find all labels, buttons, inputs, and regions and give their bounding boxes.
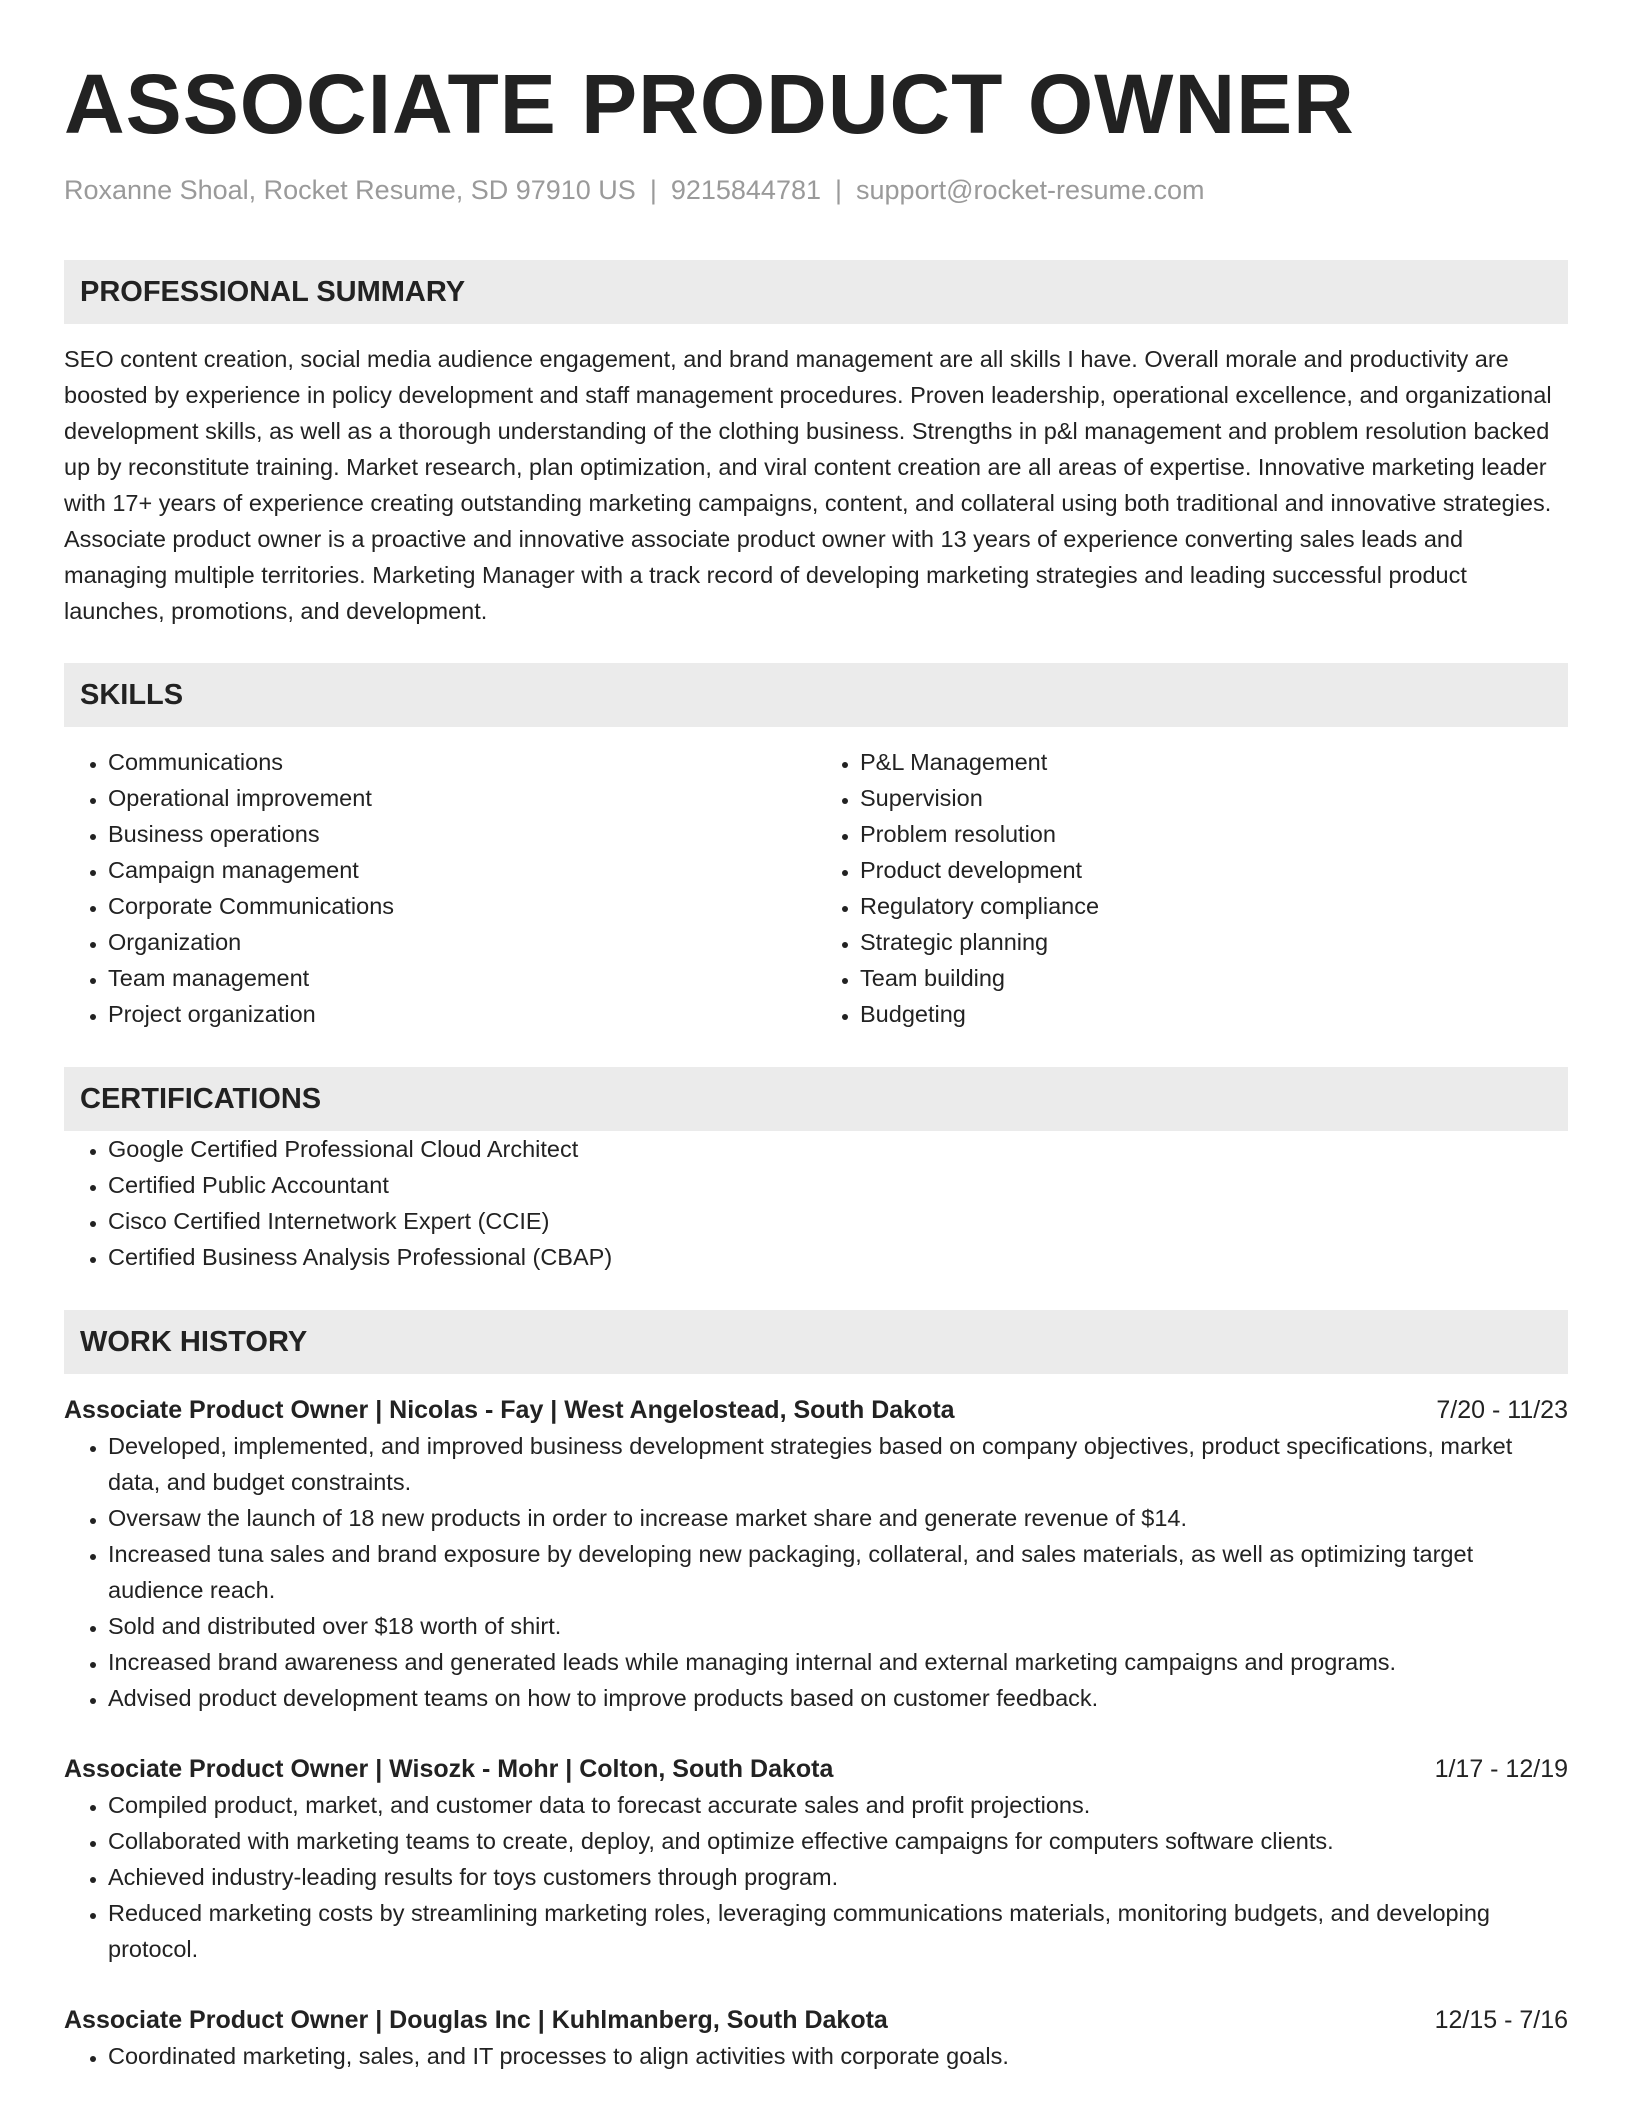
job-bullets [64, 2038, 1568, 2074]
job-bullet: • Oversaw the launch of 18 new products in order to increase market share and generate revenue of $14. [108, 1500, 1568, 1536]
skill-item: • Budgeting [860, 996, 1568, 1032]
certification-item: • Certified Public Accountant [108, 1167, 1568, 1203]
skill-item: • Communications [108, 744, 816, 780]
job-dates: 1/17 - 12/19 [1434, 1755, 1568, 1783]
contact-phone: 9215844781 [670, 175, 821, 205]
job-bullet: • Increased brand awareness and generated leads while managing internal and external marketing campaigns and programs. [108, 1644, 1568, 1680]
job-header [64, 1392, 1568, 1428]
job-title: Associate Product Owner | Nicolas - Fay | West Angelostead, South Dakota [64, 1396, 955, 1424]
section-heading-summary: PROFESSIONAL SUMMARY [64, 260, 1568, 324]
job-bullets [64, 1787, 1568, 1967]
section-heading-certifications: CERTIFICATIONS [64, 1067, 1568, 1131]
certifications-section [64, 1067, 1568, 1275]
job-bullet: • Increased tuna sales and brand exposure by developing new packaging, collateral, and sales materials, as well as optimizing target audience reach. [108, 1536, 1568, 1608]
skill-item: • Project organization [108, 996, 816, 1032]
job-bullet: • Collaborated with marketing teams to create, deploy, and optimize effective campaigns for computers software clients. [108, 1823, 1568, 1859]
skill-item: • Organization [108, 924, 816, 960]
job-bullet: • Reduced marketing costs by streamlining marketing roles, leveraging communications materials, monitoring budgets, and developing protocol. [108, 1895, 1568, 1967]
skill-item: • Corporate Communications [108, 888, 816, 924]
contact-address: Roxanne Shoal, Rocket Resume, SD 97910 US [64, 175, 636, 205]
job-header [64, 2002, 1568, 2038]
skill-item: • Campaign management [108, 852, 816, 888]
job-bullet: • Compiled product, market, and customer data to forecast accurate sales and profit projections. [108, 1787, 1568, 1823]
job-dates: 12/15 - 7/16 [1434, 2006, 1568, 2034]
job-dates: 7/20 - 11/23 [1436, 1396, 1568, 1424]
job-bullet: • Sold and distributed over $18 worth of shirt. [108, 1608, 1568, 1644]
job-bullet: • Developed, implemented, and improved business development strategies based on company objectives, product specifications, market data, and budget constraints. [108, 1428, 1568, 1500]
skills-column-left [64, 744, 816, 1032]
certifications-list [64, 1131, 1568, 1275]
job-header [64, 1751, 1568, 1787]
skill-item: • Operational improvement [108, 780, 816, 816]
summary-text: SEO content creation, social media audience engagement, and brand management are all skills I have. Overall morale and productivity are boosted by experience in policy development and staff management procedures. Proven leadership, operational excellence, and organizational development skills, as well as a thorough understanding of the clothing business. Strengths in p&l management and problem resolution backed up by reconstitute training. Market research, plan optimization, and viral content creation are all areas of expertise. Innovative marketing leader with 17+ years of experience creating outstanding marketing campaigns, content, and collateral using both traditional and innovative strategies. Associate product owner is a proactive and innovative associate product owner with 13 years of experience converting sales leads and managing multiple territories. Marketing Manager with a track record of developing marketing strategies and leading successful product launches, promotions, and development. [64, 346, 1552, 624]
resume-content [64, 52, 1568, 2074]
job-bullet: • Advised product development teams on how to improve products based on customer feedback. [108, 1680, 1568, 1716]
certification-item: • Cisco Certified Internetwork Expert (CCIE) [108, 1203, 1568, 1239]
skill-item: • Product development [860, 852, 1568, 888]
certification-item: • Google Certified Professional Cloud Architect [108, 1131, 1568, 1167]
skill-item: • Problem resolution [860, 816, 1568, 852]
skill-item: • Strategic planning [860, 924, 1568, 960]
skill-item: • Supervision [860, 780, 1568, 816]
page-title: ASSOCIATE PRODUCT OWNER [64, 57, 1355, 151]
job-entry [64, 1751, 1568, 1967]
contact-separator: | [835, 175, 843, 205]
skills-grid [64, 744, 1568, 1032]
section-heading-work-history: WORK HISTORY [64, 1310, 1568, 1374]
skill-item: • Team building [860, 960, 1568, 996]
certification-item: • Certified Business Analysis Professional (CBAP) [108, 1239, 1568, 1275]
contact-separator: | [649, 175, 657, 205]
skill-item: • Team management [108, 960, 816, 996]
job-title: Associate Product Owner | Wisozk - Mohr | Colton, South Dakota [64, 1755, 834, 1783]
job-title: Associate Product Owner | Douglas Inc | Kuhlmanberg, South Dakota [64, 2006, 888, 2034]
job-bullets [64, 1428, 1568, 1716]
skills-column-right [816, 744, 1568, 1032]
skill-item: • P&L Management [860, 744, 1568, 780]
skill-item: • Business operations [108, 816, 816, 852]
contact-email: support@rocket-resume.com [856, 175, 1205, 205]
work-history-section [64, 1310, 1568, 2074]
job-bullet: • Coordinated marketing, sales, and IT processes to align activities with corporate goals. [108, 2038, 1568, 2074]
contact-line [64, 172, 1568, 208]
job-bullet: • Achieved industry-leading results for toys customers through program. [108, 1859, 1568, 1895]
skills-section [64, 663, 1568, 1032]
job-entry [64, 2002, 1568, 2074]
skill-item: • Regulatory compliance [860, 888, 1568, 924]
section-heading-skills: SKILLS [64, 663, 1568, 727]
job-entry [64, 1392, 1568, 1716]
professional-summary-section [64, 260, 1568, 629]
